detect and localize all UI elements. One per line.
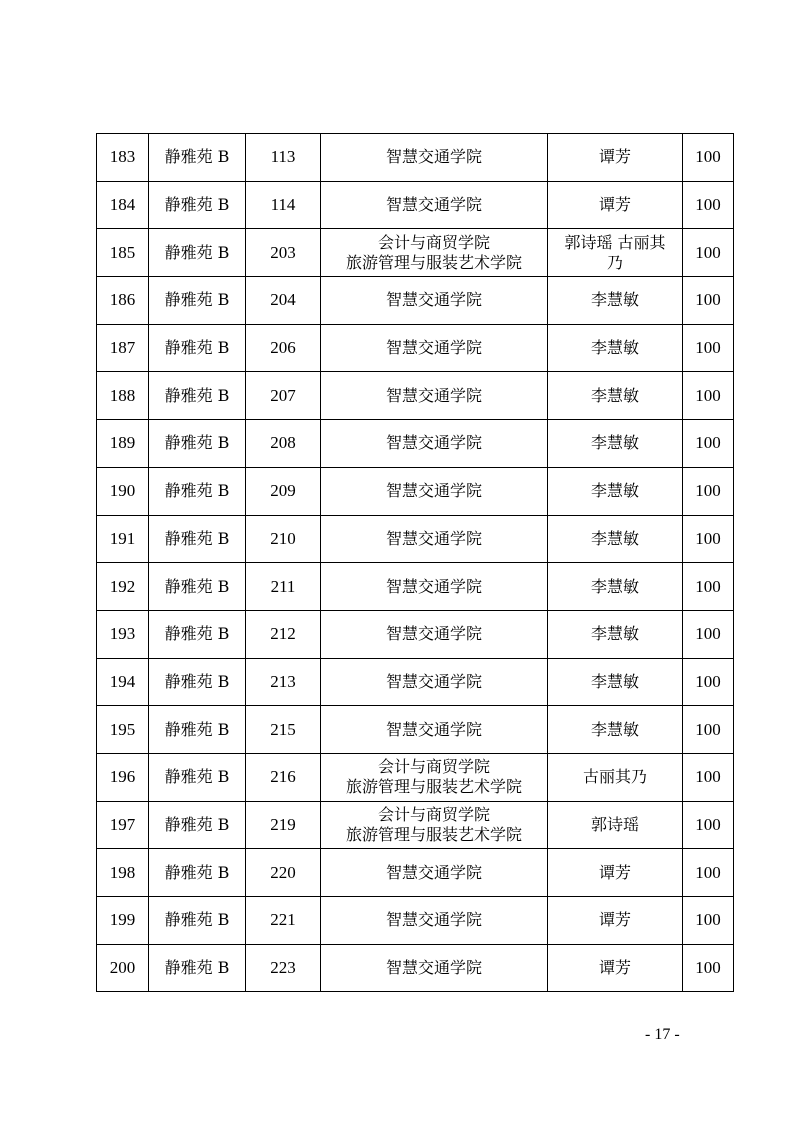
table-row	[97, 420, 734, 468]
counselor-cell-line: 李慧敏	[590, 671, 639, 691]
building-cell: 静雅苑 B	[149, 944, 246, 992]
room-cell: 113	[246, 134, 321, 182]
college-cell-line: 旅游管理与服装艺术学院	[345, 824, 522, 844]
college-cell-line: 会计与商贸学院	[377, 804, 490, 824]
row-number-cell: 197	[97, 801, 149, 849]
table-row	[97, 753, 734, 801]
room-cell: 213	[246, 658, 321, 706]
college-cell	[321, 372, 548, 420]
room-cell: 220	[246, 849, 321, 897]
score-cell: 100	[683, 134, 734, 182]
score-cell: 100	[683, 181, 734, 229]
counselor-cell-line: 李慧敏	[590, 338, 639, 358]
row-number-cell: 189	[97, 420, 149, 468]
table-row	[97, 467, 734, 515]
college-cell-line: 智慧交通学院	[385, 719, 482, 739]
row-number-cell: 183	[97, 134, 149, 182]
counselor-cell	[548, 753, 683, 801]
row-number-cell: 184	[97, 181, 149, 229]
counselor-cell	[548, 372, 683, 420]
row-number-cell: 193	[97, 610, 149, 658]
table-row	[97, 181, 734, 229]
college-cell	[321, 944, 548, 992]
score-cell: 100	[683, 372, 734, 420]
counselor-cell	[548, 897, 683, 945]
row-number-cell: 192	[97, 563, 149, 611]
score-cell: 100	[683, 420, 734, 468]
college-cell	[321, 610, 548, 658]
table-row	[97, 849, 734, 897]
building-cell: 静雅苑 B	[149, 563, 246, 611]
score-cell: 100	[683, 277, 734, 325]
counselor-cell-line: 李慧敏	[590, 433, 639, 453]
room-cell: 209	[246, 467, 321, 515]
row-number-cell: 185	[97, 229, 149, 277]
counselor-cell-line: 李慧敏	[590, 290, 639, 310]
counselor-cell-line: 李慧敏	[590, 528, 639, 548]
building-cell: 静雅苑 B	[149, 897, 246, 945]
counselor-cell	[548, 706, 683, 754]
college-cell	[321, 515, 548, 563]
building-cell: 静雅苑 B	[149, 277, 246, 325]
dormitory-inspection-table	[96, 133, 734, 992]
building-cell: 静雅苑 B	[149, 324, 246, 372]
college-cell-line: 智慧交通学院	[385, 671, 482, 691]
college-cell-line: 旅游管理与服装艺术学院	[345, 777, 522, 797]
row-number-cell: 200	[97, 944, 149, 992]
row-number-cell: 196	[97, 753, 149, 801]
college-cell	[321, 658, 548, 706]
room-cell: 219	[246, 801, 321, 849]
table-row	[97, 610, 734, 658]
college-cell-line: 旅游管理与服装艺术学院	[345, 252, 522, 272]
college-cell	[321, 849, 548, 897]
room-cell: 221	[246, 897, 321, 945]
table-row	[97, 372, 734, 420]
score-cell: 100	[683, 515, 734, 563]
building-cell: 静雅苑 B	[149, 658, 246, 706]
room-cell: 212	[246, 610, 321, 658]
table-row	[97, 515, 734, 563]
counselor-cell	[548, 849, 683, 897]
room-cell: 208	[246, 420, 321, 468]
row-number-cell: 188	[97, 372, 149, 420]
score-cell: 100	[683, 753, 734, 801]
table-row	[97, 801, 734, 849]
counselor-cell-line: 谭芳	[598, 195, 631, 215]
score-cell: 100	[683, 706, 734, 754]
score-cell: 100	[683, 229, 734, 277]
row-number-cell: 186	[97, 277, 149, 325]
building-cell: 静雅苑 B	[149, 849, 246, 897]
college-cell-line: 智慧交通学院	[385, 195, 482, 215]
counselor-cell	[548, 134, 683, 182]
room-cell: 114	[246, 181, 321, 229]
counselor-cell	[548, 610, 683, 658]
counselor-cell	[548, 181, 683, 229]
counselor-cell-line: 乃	[606, 252, 623, 272]
counselor-cell	[548, 277, 683, 325]
row-number-cell: 194	[97, 658, 149, 706]
counselor-cell	[548, 467, 683, 515]
score-cell: 100	[683, 801, 734, 849]
room-cell: 206	[246, 324, 321, 372]
college-cell	[321, 801, 548, 849]
page-number: - 17 -	[645, 1026, 680, 1043]
building-cell: 静雅苑 B	[149, 706, 246, 754]
row-number-cell: 187	[97, 324, 149, 372]
college-cell	[321, 706, 548, 754]
row-number-cell: 198	[97, 849, 149, 897]
room-cell: 211	[246, 563, 321, 611]
counselor-cell	[548, 515, 683, 563]
counselor-cell-line: 谭芳	[598, 910, 631, 930]
counselor-cell-line: 李慧敏	[590, 481, 639, 501]
row-number-cell: 190	[97, 467, 149, 515]
college-cell	[321, 897, 548, 945]
college-cell	[321, 229, 548, 277]
building-cell: 静雅苑 B	[149, 610, 246, 658]
score-cell: 100	[683, 897, 734, 945]
score-cell: 100	[683, 658, 734, 706]
college-cell-line: 智慧交通学院	[385, 958, 482, 978]
college-cell-line: 智慧交通学院	[385, 624, 482, 644]
score-cell: 100	[683, 944, 734, 992]
room-cell: 210	[246, 515, 321, 563]
building-cell: 静雅苑 B	[149, 229, 246, 277]
row-number-cell: 199	[97, 897, 149, 945]
room-cell: 207	[246, 372, 321, 420]
college-cell-line: 会计与商贸学院	[377, 232, 490, 252]
score-cell: 100	[683, 324, 734, 372]
counselor-cell-line: 李慧敏	[590, 624, 639, 644]
dormitory-table-container	[96, 133, 734, 992]
college-cell	[321, 134, 548, 182]
room-cell: 216	[246, 753, 321, 801]
table-row	[97, 563, 734, 611]
score-cell: 100	[683, 467, 734, 515]
building-cell: 静雅苑 B	[149, 372, 246, 420]
building-cell: 静雅苑 B	[149, 467, 246, 515]
table-row	[97, 277, 734, 325]
room-cell: 203	[246, 229, 321, 277]
table-row	[97, 324, 734, 372]
college-cell	[321, 277, 548, 325]
counselor-cell	[548, 324, 683, 372]
room-cell: 215	[246, 706, 321, 754]
counselor-cell	[548, 801, 683, 849]
table-row	[97, 134, 734, 182]
table-row	[97, 897, 734, 945]
college-cell-line: 智慧交通学院	[385, 528, 482, 548]
counselor-cell-line: 李慧敏	[590, 719, 639, 739]
counselor-cell-line: 谭芳	[598, 862, 631, 882]
counselor-cell-line: 李慧敏	[590, 385, 639, 405]
college-cell-line: 会计与商贸学院	[377, 757, 490, 777]
college-cell	[321, 753, 548, 801]
building-cell: 静雅苑 B	[149, 420, 246, 468]
score-cell: 100	[683, 563, 734, 611]
building-cell: 静雅苑 B	[149, 181, 246, 229]
college-cell-line: 智慧交通学院	[385, 338, 482, 358]
college-cell	[321, 324, 548, 372]
college-cell	[321, 181, 548, 229]
counselor-cell-line: 谭芳	[598, 147, 631, 167]
counselor-cell	[548, 420, 683, 468]
table-row	[97, 944, 734, 992]
building-cell: 静雅苑 B	[149, 753, 246, 801]
table-row	[97, 658, 734, 706]
room-cell: 223	[246, 944, 321, 992]
row-number-cell: 191	[97, 515, 149, 563]
counselor-cell	[548, 658, 683, 706]
counselor-cell-line: 郭诗瑶	[590, 814, 639, 834]
score-cell: 100	[683, 610, 734, 658]
college-cell-line: 智慧交通学院	[385, 576, 482, 596]
table-row	[97, 706, 734, 754]
college-cell-line: 智慧交通学院	[385, 910, 482, 930]
college-cell-line: 智慧交通学院	[385, 862, 482, 882]
building-cell: 静雅苑 B	[149, 515, 246, 563]
college-cell	[321, 467, 548, 515]
building-cell: 静雅苑 B	[149, 801, 246, 849]
counselor-cell	[548, 944, 683, 992]
room-cell: 204	[246, 277, 321, 325]
college-cell-line: 智慧交通学院	[385, 481, 482, 501]
counselor-cell-line: 郭诗瑶 古丽其	[564, 232, 666, 252]
college-cell	[321, 563, 548, 611]
score-cell: 100	[683, 849, 734, 897]
counselor-cell	[548, 563, 683, 611]
building-cell: 静雅苑 B	[149, 134, 246, 182]
college-cell-line: 智慧交通学院	[385, 433, 482, 453]
counselor-cell-line: 李慧敏	[590, 576, 639, 596]
table-row	[97, 229, 734, 277]
counselor-cell-line: 谭芳	[598, 958, 631, 978]
row-number-cell: 195	[97, 706, 149, 754]
college-cell	[321, 420, 548, 468]
college-cell-line: 智慧交通学院	[385, 290, 482, 310]
counselor-cell	[548, 229, 683, 277]
table-body	[97, 134, 734, 992]
college-cell-line: 智慧交通学院	[385, 385, 482, 405]
counselor-cell-line: 古丽其乃	[582, 767, 647, 787]
college-cell-line: 智慧交通学院	[385, 147, 482, 167]
